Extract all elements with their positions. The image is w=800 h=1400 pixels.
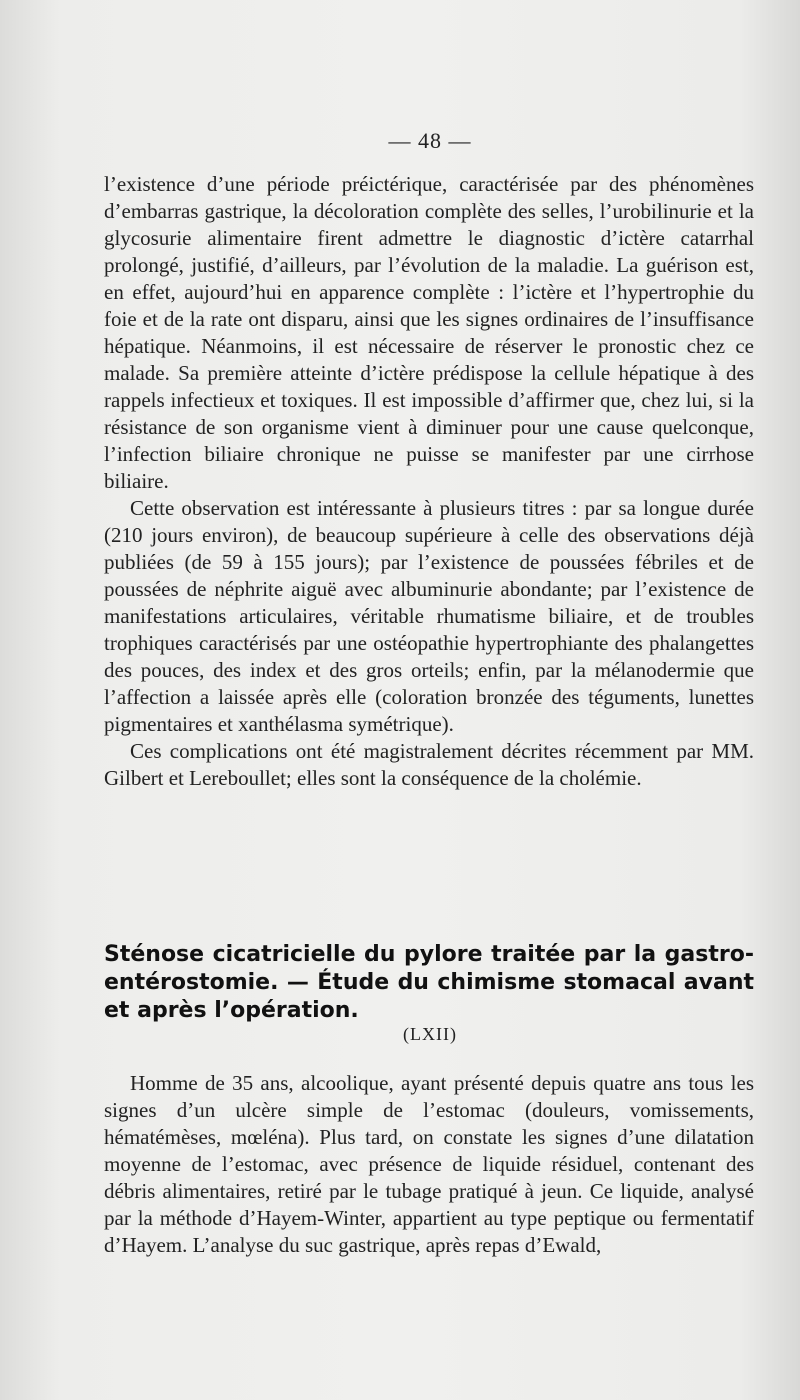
section-paragraph-1: Homme de 35 ans, alcoolique, ayant présenté depuis quatre ans tous les signes d’un ulcère simple de l’estomac (douleurs, vomissements, hématémèses, mœléna). Plus tard, on constate les signes d’une dilatation moyenne de l’estomac, avec présence de liquide résiduel, contenant des débris alimentaires, retiré par le tubage pratiqué à jeun. Ce liquide, analysé par la méthode d’Hayem-Winter, appartient au type peptique ou fermentatif d’Hayem. L’analyse du suc gastrique, après repas d’Ewald, (104, 1071, 754, 1257)
section-number: (LXII) (403, 1024, 457, 1044)
paragraph-3: Ces complications ont été magistralement décrites récemment par MM. Gilbert et Lereboullet; elles sont la conséquence de la cholémie. (104, 739, 754, 790)
section-title: Sténose cicatricielle du pylore traitée par la gastro-entérostomie. — Étude du chimisme stomacal avant et après l’opération. (104, 942, 754, 1023)
paragraph-1: l’existence d’une période préictérique, caractérisée par des phénomènes d’embarras gastrique, la décoloration complète des selles, l’urobilinurie et la glycosurie alimentaire firent admettre le diagnostic d’ictère catarrhal prolongé, justifié, d’ailleurs, par l’évolution de la maladie. La guérison est, en effet, aujourd’hui en apparence complète : l’ictère et l’hypertrophie du foie et de la rate ont disparu, ainsi que les signes ordinaires de l’insuffisance hépatique. Néanmoins, il est nécessaire de réserver le pronostic chez ce malade. Sa première atteinte d’ictère prédispose la cellule hépatique à des rappels infectieux et toxiques. Il est impossible d’affirmer que, chez lui, si la résistance de son organisme vient à diminuer pour une cause quelconque, l’infection biliaire chronique ne puisse se manifester par une cirrhose biliaire. (104, 172, 754, 493)
section-body (104, 1070, 754, 1259)
body-text (104, 171, 754, 792)
page-number: — 48 — (388, 128, 472, 153)
paragraph-2: Cette observation est intéressante à plusieurs titres : par sa longue durée (210 jours environ), de beaucoup supérieure à celle des observations déjà publiées (de 59 à 155 jours); par l’existence de poussées fébriles et de poussées de néphrite aiguë avec albuminurie abondante; par l’existence de manifestations articulaires, véritable rhumatisme biliaire, et de troubles trophiques caractérisés par une ostéopathie hypertrophiante des phalangettes des pouces, des index et des gros orteils; enfin, par la mélanodermie que l’affection a laissée après elle (coloration bronzée des téguments, lunettes pigmentaires et xanthélasma symétrique). (104, 496, 754, 736)
